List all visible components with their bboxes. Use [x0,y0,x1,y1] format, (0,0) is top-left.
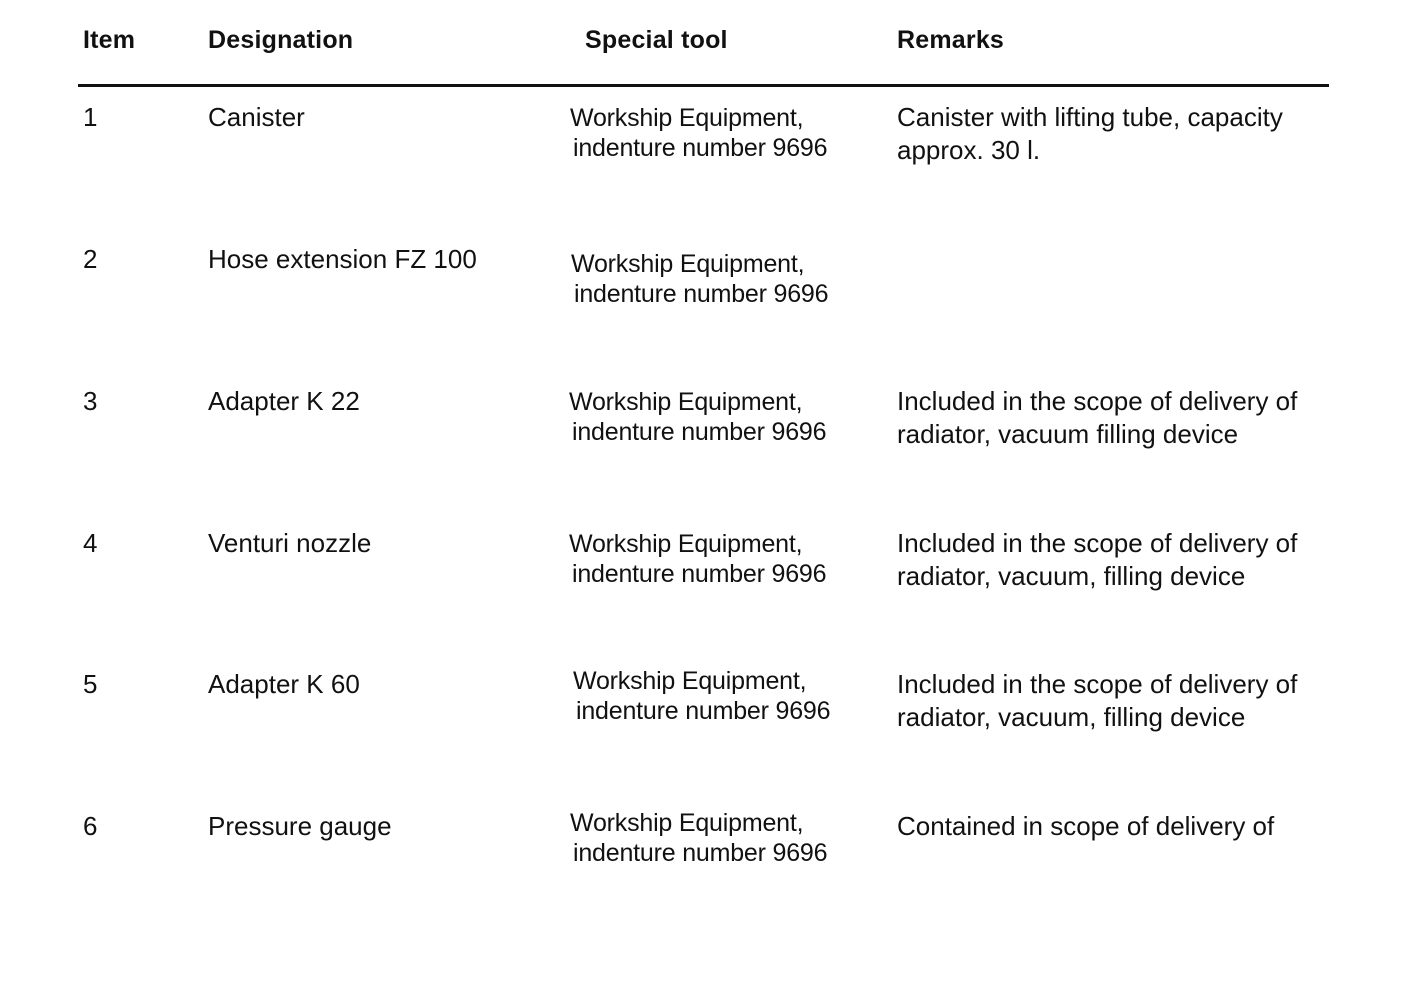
header-item: Item [83,26,136,54]
designation: Venturi nozzle [208,528,372,558]
header-divider [78,84,1329,87]
special-tool-line: indenture number 9696 [573,839,828,867]
remarks [897,810,1274,843]
table-row [0,668,1408,808]
designation: Canister [208,102,305,132]
special-tool-line: indenture number 9696 [572,560,827,588]
special-tool [569,529,826,589]
remarks-line: Included in the scope of delivery of [897,386,1298,416]
table-row [0,243,1408,383]
remarks-line: Contained in scope of delivery of [897,811,1275,841]
special-tool-line: Workship Equipment, [571,250,805,278]
remarks-line: radiator, vacuum filling device [897,419,1239,449]
remarks [897,668,1297,734]
special-tool-line: Workship Equipment, [570,809,804,837]
remarks-line: approx. 30 l. [897,135,1041,165]
remarks-line: radiator, vacuum, filling device [897,561,1246,591]
special-tool-line: indenture number 9696 [572,418,827,446]
item-number: 6 [83,811,98,841]
remarks [897,385,1297,451]
header-designation: Designation [208,26,354,54]
remarks [897,101,1283,167]
special-tool-line: Workship Equipment, [569,388,803,416]
item-number: 4 [83,528,98,558]
item-number: 5 [83,669,98,699]
special-tool [571,249,828,309]
item-number: 1 [83,102,98,132]
item-number: 3 [83,386,98,416]
special-tool [569,387,826,447]
designation: Pressure gauge [208,811,392,841]
designation: Hose extension FZ 100 [208,244,477,274]
table-row [0,527,1408,667]
remarks-line: Included in the scope of delivery of [897,528,1298,558]
designation: Adapter K 22 [208,386,360,416]
remarks [897,527,1297,593]
table-row [0,101,1408,241]
special-tool [570,103,827,163]
special-tool-line: Workship Equipment, [569,530,803,558]
special-tool-line: indenture number 9696 [574,280,829,308]
special-tool-line: indenture number 9696 [576,697,831,725]
special-tool-line: indenture number 9696 [573,134,828,162]
special-tool [573,666,830,726]
remarks-line: radiator, vacuum, filling device [897,702,1246,732]
header-remarks: Remarks [897,26,1005,54]
special-tool [570,808,827,868]
table-row [0,810,1408,950]
table-row [0,385,1408,525]
special-tool-line: Workship Equipment, [570,104,804,132]
designation: Adapter K 60 [208,669,360,699]
item-number: 2 [83,244,98,274]
remarks-line: Canister with lifting tube, capacity [897,102,1283,132]
header-special-tool: Special tool [585,26,728,54]
special-tool-line: Workship Equipment, [573,667,807,695]
remarks-line: Included in the scope of delivery of [897,669,1298,699]
